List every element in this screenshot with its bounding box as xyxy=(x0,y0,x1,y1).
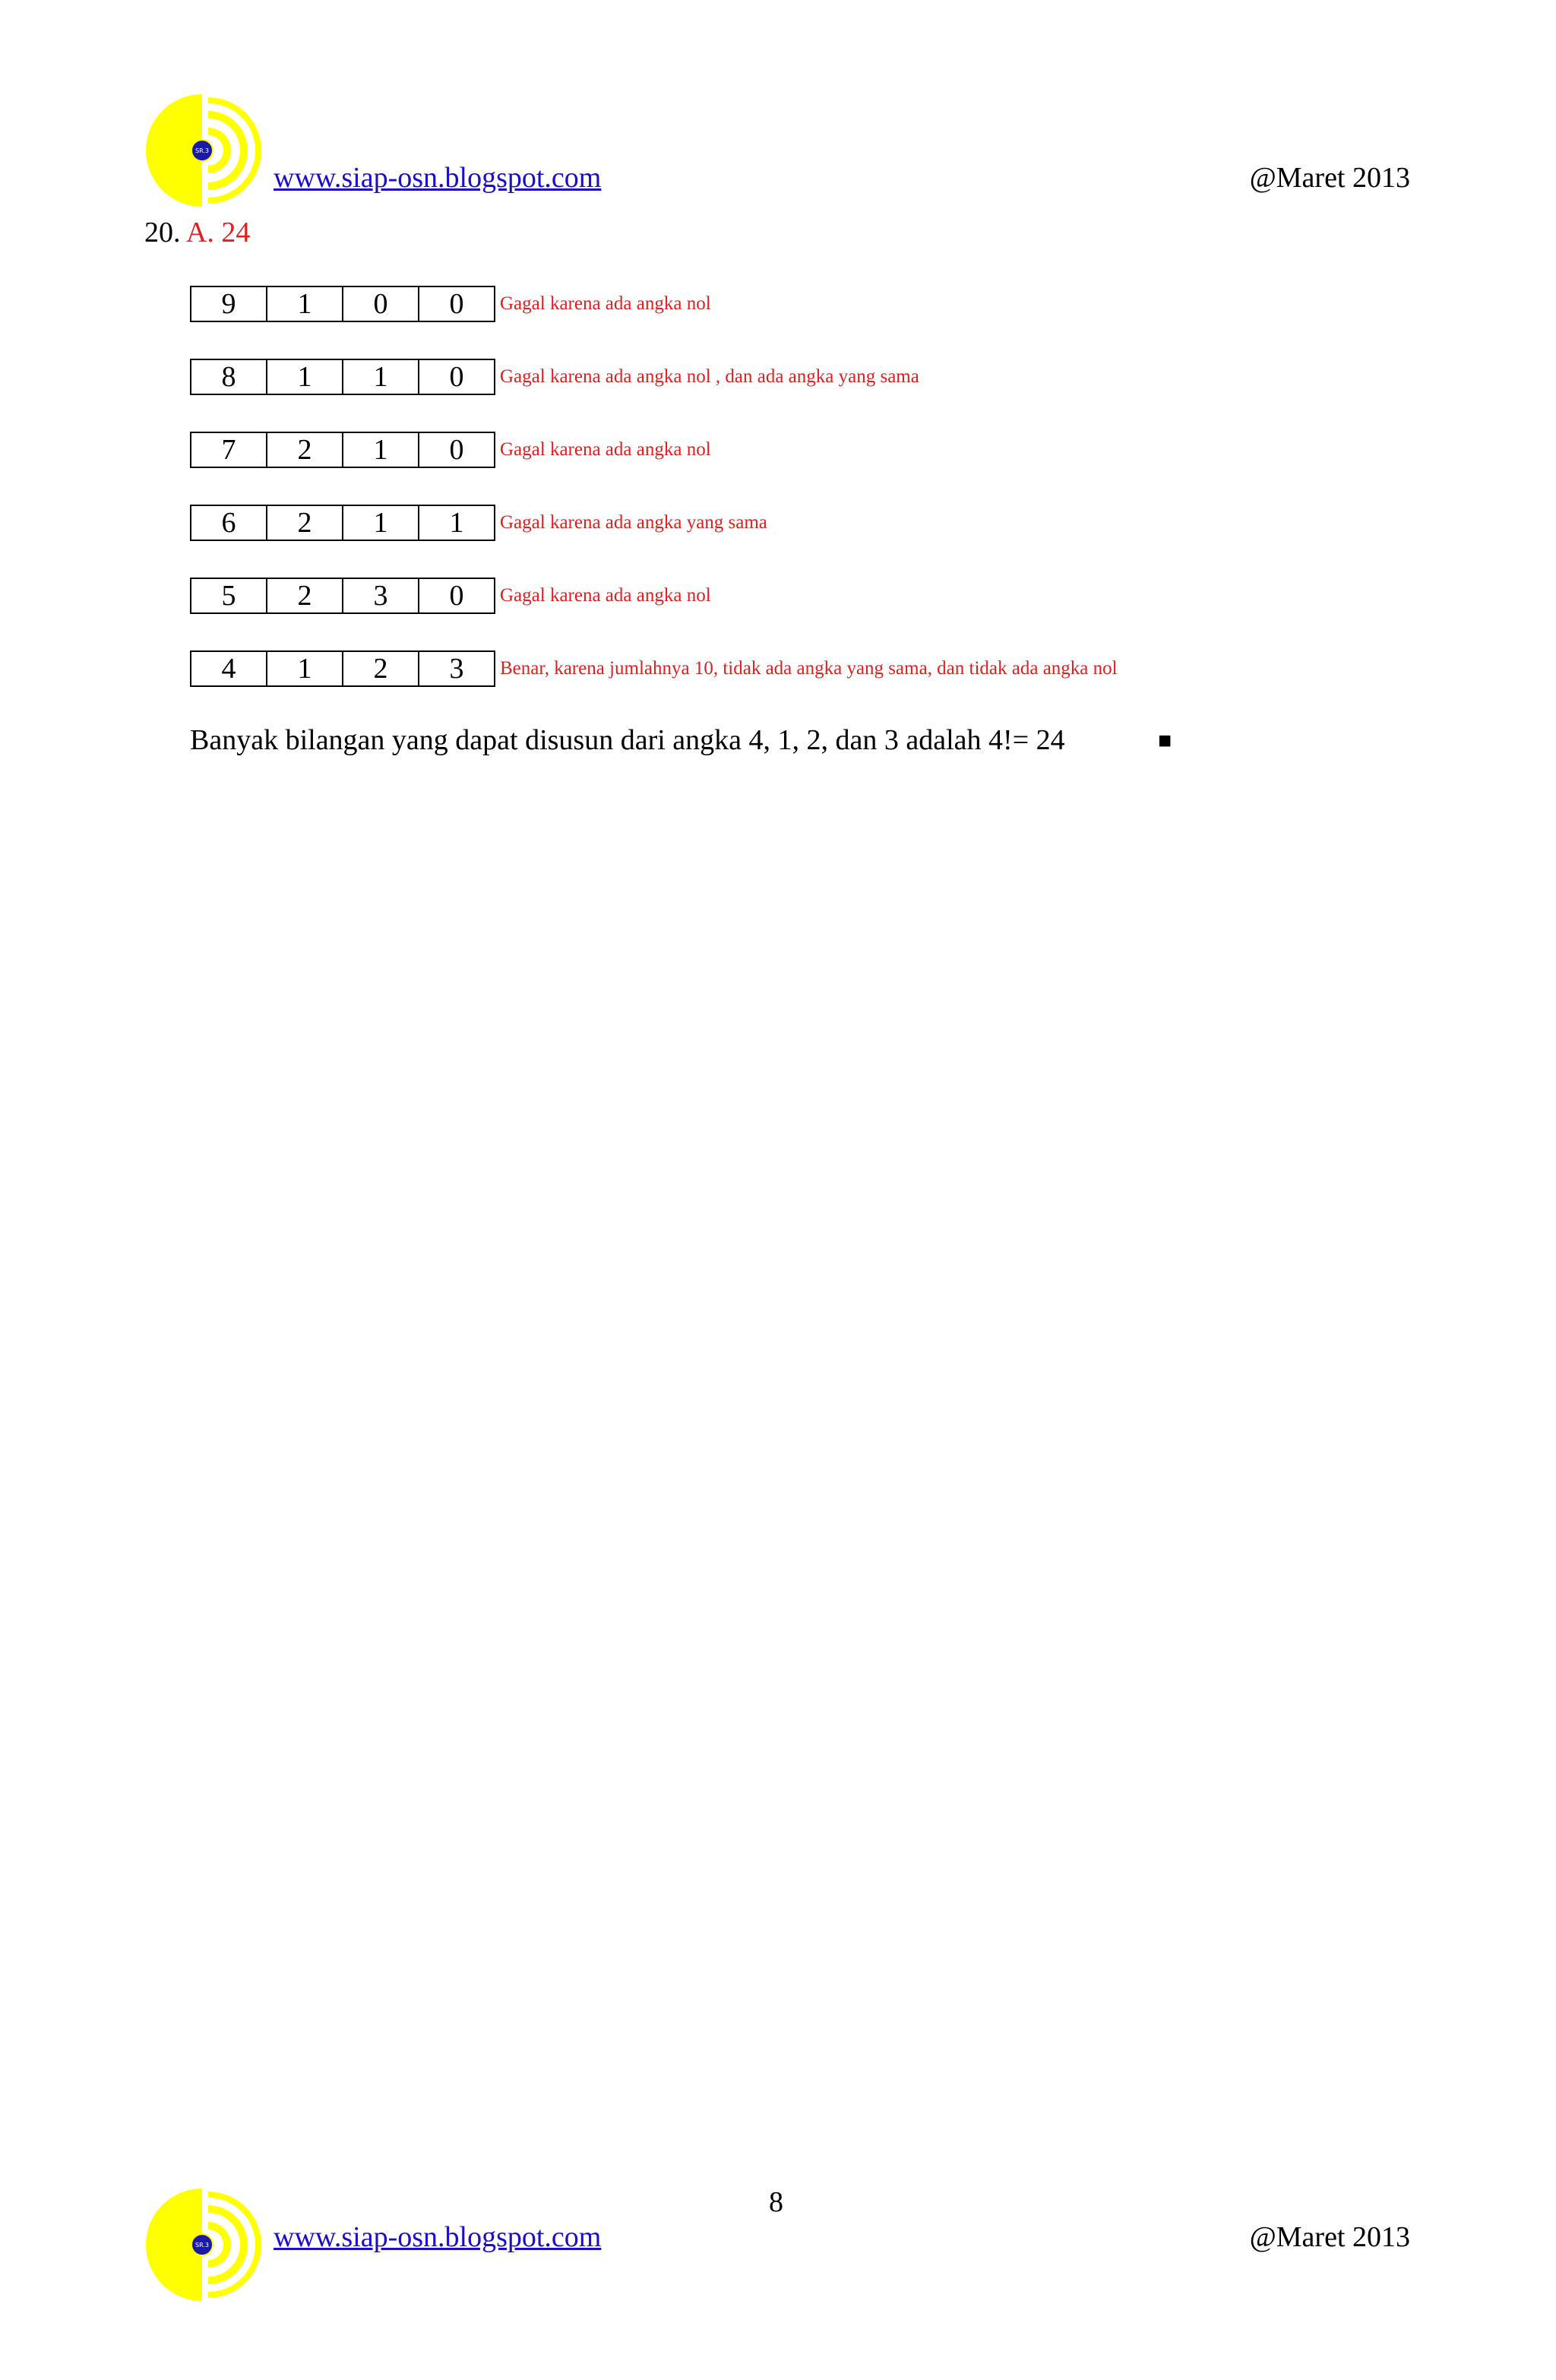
conclusion-text: Banyak bilangan yang dapat disusun dari angka 4, 1, 2, dan 3 adalah 4!= 24 xyxy=(190,724,1065,756)
problem-heading xyxy=(144,216,250,249)
digit-cell: 8 xyxy=(191,360,267,394)
combination-note: Gagal karena ada angka yang sama xyxy=(500,512,767,533)
digit-cell: 1 xyxy=(267,652,343,685)
site-logo-icon xyxy=(143,91,261,210)
logo-text: SR.3 xyxy=(195,147,209,154)
digit-cell: 2 xyxy=(267,433,343,467)
digit-cell: 1 xyxy=(449,507,464,539)
digit-boxes xyxy=(190,359,495,395)
header-date: @Maret 2013 xyxy=(1249,162,1410,194)
problem-answer: A. 24 xyxy=(185,217,251,248)
combination-note: Benar, karena jumlahnya 10, tidak ada angka yang sama, dan tidak ada angka nol xyxy=(500,658,1118,679)
digit-cell: 9 xyxy=(191,287,267,321)
digit-boxes xyxy=(190,578,495,614)
combination-row xyxy=(190,359,919,395)
combination-row xyxy=(190,286,711,322)
digit-cell: 2 xyxy=(267,579,343,612)
qed-symbol: ■ xyxy=(1158,728,1172,753)
digit-cell: 1 xyxy=(343,433,419,467)
problem-number: 20. xyxy=(144,217,181,248)
footer-site-link[interactable]: www.siap-osn.blogspot.com xyxy=(274,2221,602,2253)
digit-cell: 4 xyxy=(191,652,267,685)
digit-cell: 2 xyxy=(343,652,419,685)
footer-date: @Maret 2013 xyxy=(1249,2221,1410,2253)
digit-cell: 0 xyxy=(449,288,464,320)
digit-cell: 5 xyxy=(191,579,267,612)
digit-boxes xyxy=(190,286,495,322)
digit-cell: 1 xyxy=(267,287,343,321)
digit-cell: 3 xyxy=(449,653,464,685)
digit-cell: 2 xyxy=(267,506,343,540)
digit-boxes xyxy=(190,432,495,468)
logo-text: SR.3 xyxy=(195,2242,209,2249)
digit-cell: 1 xyxy=(343,506,419,540)
combination-note: Gagal karena ada angka nol xyxy=(500,585,711,606)
digit-boxes xyxy=(190,650,495,687)
digit-cell: 0 xyxy=(449,434,464,466)
page-number: 8 xyxy=(769,2186,783,2218)
site-logo-icon xyxy=(143,2185,261,2304)
combination-row xyxy=(190,578,711,614)
digit-cell: 0 xyxy=(449,361,464,393)
digit-cell: 7 xyxy=(191,433,267,467)
combination-note: Gagal karena ada angka nol xyxy=(500,439,711,460)
digit-cell: 1 xyxy=(267,360,343,394)
digit-cell: 3 xyxy=(343,579,419,612)
digit-cell: 1 xyxy=(343,360,419,394)
digit-cell: 0 xyxy=(343,287,419,321)
combination-row xyxy=(190,650,1118,687)
digit-cell: 6 xyxy=(191,506,267,540)
combination-note: Gagal karena ada angka nol xyxy=(500,293,711,314)
digit-cell: 0 xyxy=(449,580,464,612)
header-site-link[interactable]: www.siap-osn.blogspot.com xyxy=(274,162,602,194)
digit-boxes xyxy=(190,505,495,541)
combination-row xyxy=(190,505,767,541)
combination-row xyxy=(190,432,711,468)
combination-note: Gagal karena ada angka nol , dan ada angka yang sama xyxy=(500,366,919,387)
